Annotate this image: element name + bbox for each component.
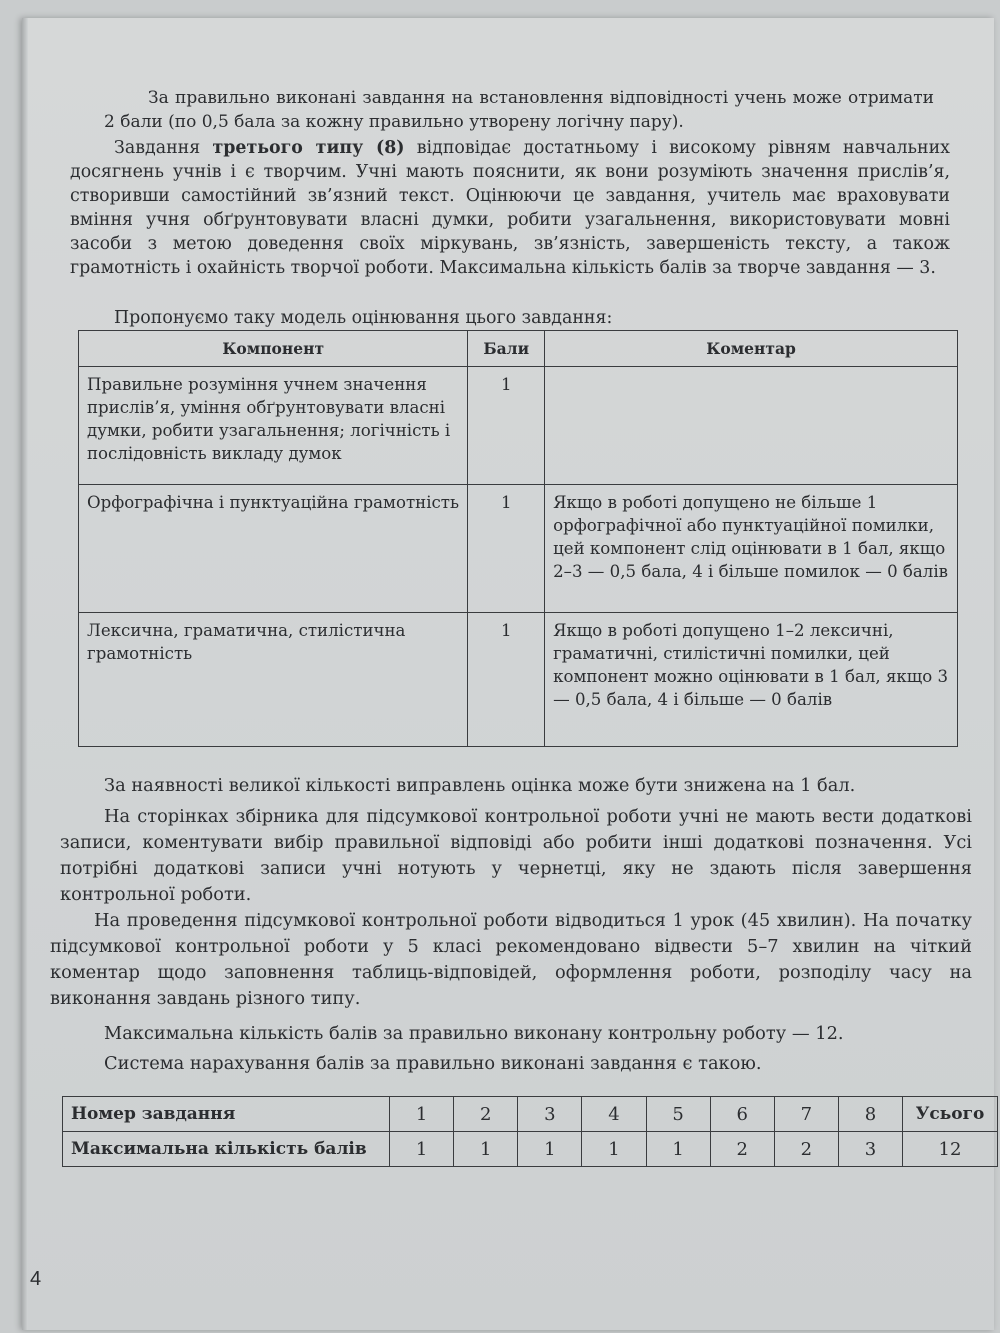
table-header-row [79,331,958,367]
page-number: 4 [30,1268,42,1290]
page-binding-edge [22,18,28,1330]
task-number: 7 [774,1097,838,1132]
header-points: Бали [468,331,545,367]
task-number: 2 [454,1097,518,1132]
max-points-row [63,1132,998,1167]
max-points-value: 2 [710,1132,774,1167]
paragraph-no-notes: На сторінках збірника для підсумкової контрольної роботи учні не мають вести додаткові записи, коментувати вибір правильної відповіді або робити інші додаткові позначення. Усі потрібні додаткові записи учні нотують у чернетці, яку не здають після завершення контрольної роботи. [60,806,972,905]
max-points-value: 1 [454,1132,518,1167]
header-component: Компонент [79,331,468,367]
cell-component: Правильне розуміння учнем значення прислів’я, уміння обґрунтовувати власні думки, робити узагальнення; логічність і послідовність викладу думок [79,367,468,485]
table-row [79,613,958,747]
p2-text-start: Завдання [114,138,213,158]
cell-points: 1 [468,613,545,747]
header-comment: Коментар [545,331,958,367]
paragraph-model-intro: Пропонуємо таку модель оцінювання цього завдання: [114,308,613,328]
cell-component: Орфографічна і пунктуаційна грамотність [79,485,468,613]
task-number-row [63,1097,998,1132]
paragraph-third-type-task [70,136,950,280]
cell-comment: Якщо в роботі допущено не більше 1 орфографічної або пунктуаційної помилки, цей компонент слід оцінювати в 1 бал, якщо 2–3 — 0,5 бала, 4 і більше помилок — 0 балів [545,485,958,613]
task-number: 1 [390,1097,454,1132]
max-points-value: 1 [390,1132,454,1167]
cell-comment [545,367,958,485]
task-number: 5 [646,1097,710,1132]
document-page [22,18,994,1330]
max-points-value: 1 [582,1132,646,1167]
paragraph-scoring-system: Система нарахування балів за правильно виконані завдання є такою. [104,1053,762,1074]
row-label-max-points: Максимальна кількість балів [63,1132,390,1167]
max-points-value: 3 [838,1132,902,1167]
paragraph-max-points: Максимальна кількість балів за правильно виконану контрольну роботу — 12. [104,1023,844,1044]
max-points-value: 1 [646,1132,710,1167]
cell-points: 1 [468,485,545,613]
max-points-value: 2 [774,1132,838,1167]
task-number: 6 [710,1097,774,1132]
row-label-task-number: Номер завдання [63,1097,390,1132]
paragraph-corrections: За наявності великої кількості виправлень оцінка може бути знижена на 1 бал. [104,775,856,796]
cell-comment: Якщо в роботі допущено 1–2 лексичні, граматичні, стилістичні помилки, цей компонент можно оцінювати в 1 бал, якщо 3 — 0,5 бала, 4 і більше — 0 балів [545,613,958,747]
p2-text-end: відповідає достатньому і високому рівням навчальних досягнень учнів і є творчим. Учні мають пояснити, як вони розуміють значення прислів’я, створивши самостійний зв’язний текст. Оцінюючи це завдання, учитель має враховувати вміння учня обґрунтовувати власні думки, робити узагальнення, використовувати мовні засоби з метою доведення своїх міркувань, зв’язність, завершеність тексту, а також грамотність і охайність творчої роботи. Максимальна кількість балів за творче завдання — 3. [70,138,950,278]
paragraph-duration: На проведення підсумкової контрольної роботи відводиться 1 урок (45 хвилин). На початку підсумкової контрольної роботи у 5 класі рекомендовано відвести 5–7 хвилин на чіткий коментар щодо заповнення таблиць-відповідей, оформлення роботи, розподілу часу на виконання завдань різного типу. [50,910,972,1009]
p2-bold-term: третього типу (8) [212,138,405,158]
paragraph-matching-tasks: За правильно виконані завдання на встановлення відповідності учень може отримати 2 бали (по 0,5 бала за кожну правильно утворену логічну пару). [104,88,934,132]
cell-points: 1 [468,367,545,485]
task-number: 3 [518,1097,582,1132]
total-points-value: 12 [903,1132,998,1167]
scoring-table [62,1096,998,1167]
table-row [79,485,958,613]
cell-component: Лексична, граматична, стилістична грамотність [79,613,468,747]
task-number: 4 [582,1097,646,1132]
task-number: 8 [838,1097,902,1132]
total-label: Усього [903,1097,998,1132]
table-row [79,367,958,485]
max-points-value: 1 [518,1132,582,1167]
assessment-model-table [78,330,958,747]
